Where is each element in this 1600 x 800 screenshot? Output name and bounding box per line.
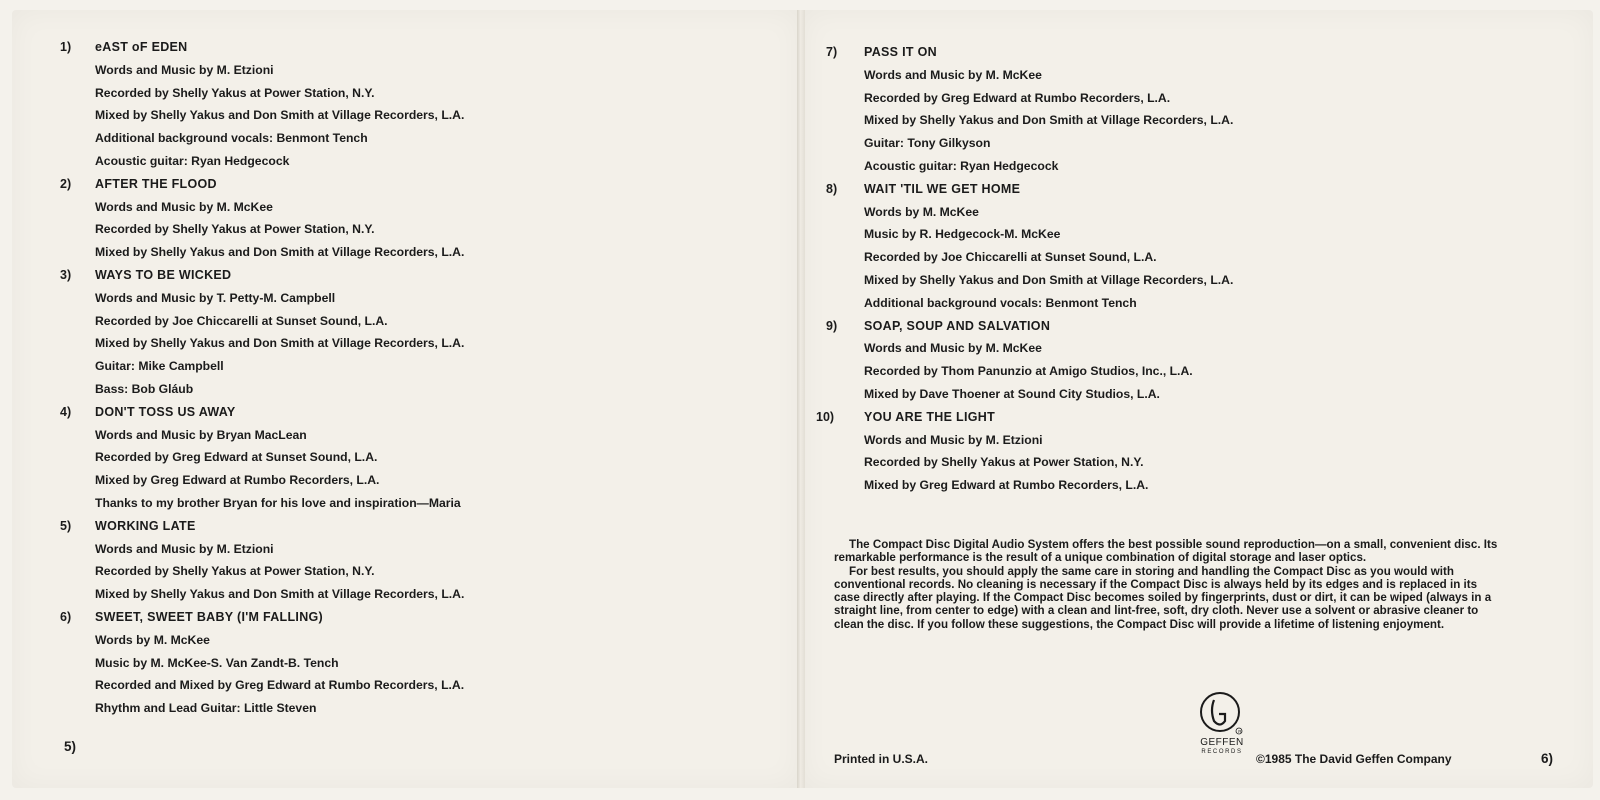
track-credit: Guitar: Tony Gilkyson [864,136,991,151]
track-credit: Mixed by Greg Edward at Rumbo Recorders, L.A. [864,478,1149,493]
svg-text:R: R [1238,728,1242,734]
track-title: SWEET, SWEET BABY (I'M FALLING) [95,609,324,624]
track-credit: Words and Music by M. McKee [95,199,273,214]
track-heading [60,173,780,196]
track-number: 5) [60,518,72,533]
track-credit: Acoustic guitar: Ryan Hedgecock [864,158,1059,173]
track-credit: Recorded by Shelly Yakus at Power Station, N.Y. [95,85,375,100]
track-number: 7) [826,45,838,59]
track-number: 1) [60,40,72,54]
right-track-list [816,41,1566,497]
track-credit: Recorded by Thom Panunzio at Amigo Studios, Inc., L.A. [864,364,1193,379]
track-heading [816,406,1566,429]
track-credit: Thanks to my brother Bryan for his love and inspiration—Maria [95,495,461,510]
right-page-number: 6) [1541,751,1554,766]
track-heading [826,41,1566,64]
track [60,264,780,401]
track-credit: Recorded by Shelly Yakus at Power Station, N.Y. [95,564,375,579]
track-heading [60,515,780,538]
track-credit: Additional background vocals: Benmont Tench [95,131,368,146]
track-number: 2) [60,176,72,191]
track-credit: Recorded by Shelly Yakus at Power Station, N.Y. [864,455,1144,470]
track-title: WORKING LATE [95,518,196,533]
track-title: DON'T TOSS US AWAY [95,404,236,419]
track [826,315,1566,406]
track [60,401,780,515]
track-credit: Mixed by Shelly Yakus and Don Smith at Village Recorders, L.A. [95,245,465,260]
track-credit: Bass: Bob Gláub [95,381,194,396]
track-title: WAYS TO BE WICKED [95,267,232,282]
track-credit: Mixed by Shelly Yakus and Don Smith at Village Recorders, L.A. [864,113,1234,128]
track-credit: Music by M. McKee-S. Van Zandt-B. Tench [95,655,339,670]
track-credit: Mixed by Shelly Yakus and Don Smith at Village Recorders, L.A. [95,336,465,351]
left-track-list [60,36,780,720]
track-credit: Recorded and Mixed by Greg Edward at Rumbo Recorders, L.A. [95,678,465,693]
track-number: 9) [826,318,838,333]
track-heading [60,401,780,424]
track-credit: Recorded by Joe Chiccarelli at Sunset Sound, L.A. [864,250,1157,265]
logo-records: RECORDS [1201,749,1243,755]
track-credit: Recorded by Greg Edward at Rumbo Recorders, L.A. [864,90,1171,105]
track-credit: Mixed by Shelly Yakus and Don Smith at Village Recorders, L.A. [95,108,465,123]
track-heading [826,315,1566,338]
cd-paragraph-1: The Compact Disc Digital Audio System offers the best possible sound reproduction—on a small, convenient disc. Its remarkable performance is the result of a unique combination of digital storage and laser optics. [834,538,1498,565]
track [816,406,1566,497]
track-credit: Recorded by Greg Edward at Sunset Sound, L.A. [95,450,378,465]
track [60,173,780,264]
printed-in-note: Printed in U.S.A. [834,752,929,766]
track-credit: Music by R. Hedgecock-M. McKee [864,227,1061,242]
track-credit: Words and Music by Bryan MacLean [95,427,307,442]
track-credit: Words and Music by M. Etzioni [864,432,1043,447]
track-credit: Additional background vocals: Benmont Tench [864,295,1137,310]
track-number: 6) [60,609,72,624]
track-title: eAST oF EDEN [95,40,188,54]
cd-paragraph-2: For best results, you should apply the same care in storing and handling the Compact Disc as you would with conventional records. No cleaning is necessary if the Compact Disc is always held by its edges and is replaced in its case directly after playing. If the Compact Disc becomes soiled by fingerprints, dust or dirt, it can be wiped (always in a straight line, from center to edge) with a clean and lint-free, soft, dry cloth. Never use a solvent or abrasive cleaner to clean the disc. If you follow these suggestions, the Compact Disc will provide a lifetime of listening enjoyment. [834,564,1492,631]
track-title: PASS IT ON [864,45,937,59]
track-title: WAIT 'TIL WE GET HOME [864,181,1021,196]
track-number: 4) [60,404,72,419]
track-title: AFTER THE FLOOD [95,176,217,191]
track [60,36,780,173]
track-heading [60,36,780,59]
track-credit: Words and Music by M. McKee [864,67,1042,82]
track-credit: Words and Music by M. Etzioni [95,62,274,77]
track-credit: Guitar: Mike Campbell [95,359,224,374]
track-credit: Mixed by Shelly Yakus and Don Smith at Village Recorders, L.A. [95,587,465,602]
track-credit: Recorded by Joe Chiccarelli at Sunset Sound, L.A. [95,313,388,328]
logo-name: GEFFEN [1200,737,1244,748]
track-title: SOAP, SOUP AND SALVATION [864,318,1051,333]
track-credit: Mixed by Greg Edward at Rumbo Recorders, L.A. [95,473,380,488]
track-credit: Acoustic guitar: Ryan Hedgecock [95,153,290,168]
track [826,178,1566,315]
track-credit: Words by M. McKee [864,204,979,219]
track-credit: Words by M. McKee [95,632,210,647]
compact-disc-care-text [834,538,1499,631]
left-page-number: 5) [64,739,77,754]
track [826,41,1566,178]
track-credit: Words and Music by M. McKee [864,341,1042,356]
track [60,515,780,606]
track-credit: Mixed by Dave Thoener at Sound City Studios, L.A. [864,386,1160,401]
track-heading [60,606,780,629]
track-heading [826,178,1566,201]
booklet-spine [797,10,805,788]
track-number: 3) [60,267,72,282]
track-credit: Words and Music by M. Etzioni [95,541,274,556]
track-number: 10) [816,409,835,424]
track [60,606,780,720]
track-heading [60,264,780,287]
track-credit: Words and Music by T. Petty-M. Campbell [95,290,336,305]
track-title: YOU ARE THE LIGHT [864,409,996,424]
track-credit: Rhythm and Lead Guitar: Little Steven [95,701,317,716]
copyright-line: ©1985 The David Geffen Company [1256,752,1452,766]
track-credit: Mixed by Shelly Yakus and Don Smith at Village Recorders, L.A. [864,272,1234,287]
track-number: 8) [826,181,838,196]
track-credit: Recorded by Shelly Yakus at Power Station, N.Y. [95,222,375,237]
geffen-records-logo [1193,688,1251,760]
